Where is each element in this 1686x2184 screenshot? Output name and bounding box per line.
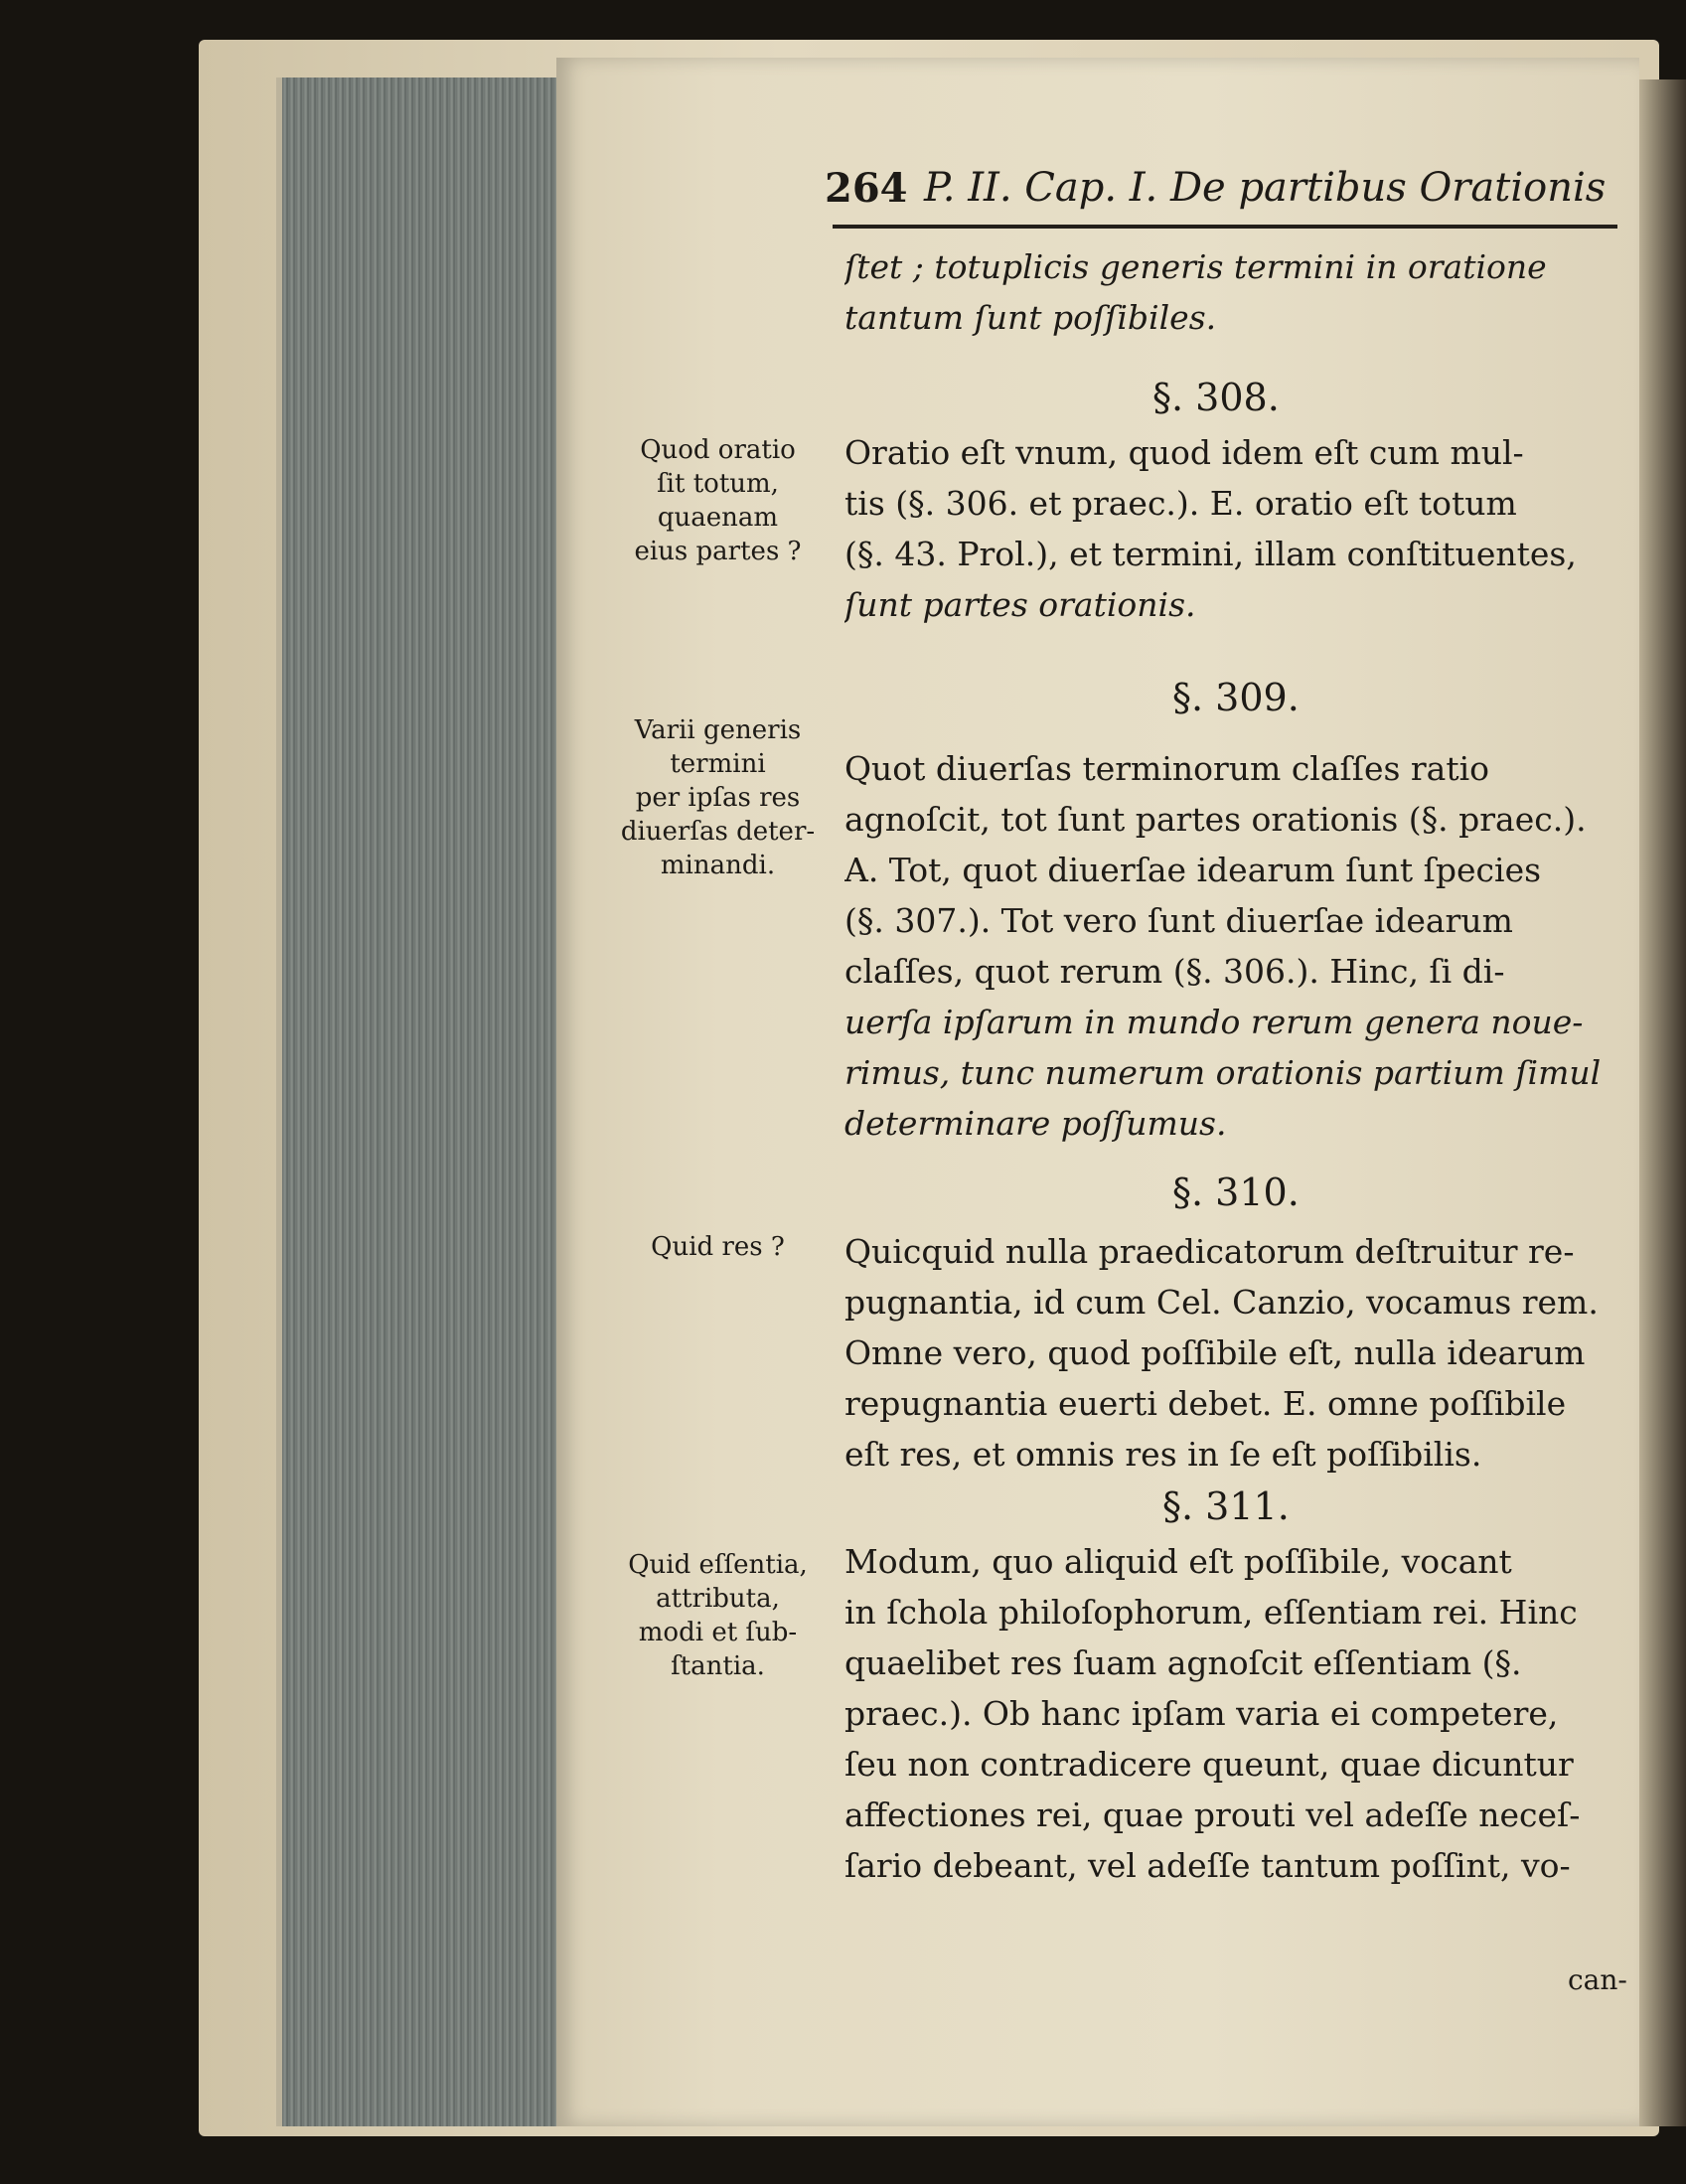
text-line: Quot diuerſas terminorum claſſes ratio xyxy=(844,749,1490,788)
text-line: tantum ſunt poſſibiles. xyxy=(844,298,1217,337)
text-line: in ſchola philoſophorum, eſſentiam rei. Hinc xyxy=(844,1593,1578,1632)
page-number: 264 xyxy=(825,165,908,212)
section-text-309 xyxy=(844,743,1619,1149)
margin-note-308: Quod oratio ſit totum, quaenam eius partes ? xyxy=(634,435,802,566)
running-title: P. II. Cap. I. De partibus Orationis xyxy=(924,165,1607,211)
catchword: can- xyxy=(1568,1963,1627,1996)
text-line: tis (§. 306. et praec.). E. oratio eſt totum xyxy=(844,484,1517,523)
section-number-308: §. 308. xyxy=(1152,376,1280,419)
text-line: Modum, quo aliquid eſt poſſibile, vocant xyxy=(844,1542,1512,1581)
text-line: quaelibet res ſuam agnoſcit eſſentiam (§. xyxy=(844,1643,1522,1682)
section-text-308 xyxy=(844,427,1619,630)
section-text-311 xyxy=(844,1536,1619,1891)
text-line: determinare poſſumus. xyxy=(844,1104,1227,1143)
text-line: eſt res, et omnis res in ſe eſt poſſibilis. xyxy=(844,1435,1482,1474)
text-line: (§. 307.). Tot vero ſunt diuerſae idearum xyxy=(844,901,1513,940)
margin-note-309: Varii generis termini per ipſas res diuerſas deter- minandi. xyxy=(620,715,816,880)
text-line: ſunt partes orationis. xyxy=(844,585,1196,624)
text-line: praec.). Ob hanc ipſam varia ei competere, xyxy=(844,1694,1559,1733)
header-rule xyxy=(833,225,1617,229)
text-line: pugnantia, id cum Cel. Canzio, vocamus rem. xyxy=(844,1283,1599,1322)
text-line: (§. 43. Prol.), et termini, illam conſtituentes, xyxy=(844,535,1577,573)
section-number-309: §. 309. xyxy=(1172,676,1300,719)
text-line: affectiones rei, quae prouti vel adeſſe neceſ- xyxy=(844,1795,1581,1834)
text-line: repugnantia euerti debet. E. omne poſſibile xyxy=(844,1384,1567,1423)
text-line: Oratio eſt vnum, quod idem eſt cum mul- xyxy=(844,433,1524,472)
text-line: uerſa ipſarum in mundo rerum genera noue- xyxy=(844,1003,1584,1041)
intro-text xyxy=(844,241,1619,343)
text-line: ſtet ; totuplicis generis termini in oratione xyxy=(844,247,1547,286)
text-line: ſeu non contradicere queunt, quae dicuntur xyxy=(844,1745,1574,1784)
facing-page-edge xyxy=(1639,79,1686,2126)
text-line: Quicquid nulla praedicatorum deſtruitur re- xyxy=(844,1232,1575,1271)
section-text-310 xyxy=(844,1226,1619,1480)
section-number-310: §. 310. xyxy=(1172,1170,1300,1214)
margin-note-311: Quid eſſentia, attributa, modi et ſub- ſtantia. xyxy=(628,1550,808,1681)
section-number-311: §. 311. xyxy=(1162,1484,1290,1528)
text-line: rimus, tunc numerum orationis partium ſimul xyxy=(844,1053,1602,1092)
text-line: A. Tot, quot diuerſae idearum ſunt ſpecies xyxy=(844,851,1542,889)
margin-note-310: Quid res ? xyxy=(651,1232,785,1262)
page-block-edge xyxy=(276,78,562,2126)
text-line: Omne vero, quod poſſibile eſt, nulla idearum xyxy=(844,1333,1586,1372)
text-line: claſſes, quot rerum (§. 306.). Hinc, ſi di- xyxy=(844,952,1505,991)
text-line: ſario debeant, vel adeſſe tantum poſſint, vo- xyxy=(844,1846,1571,1885)
book-page xyxy=(556,58,1639,2126)
text-line: agnoſcit, tot ſunt partes orationis (§. praec.). xyxy=(844,800,1587,839)
